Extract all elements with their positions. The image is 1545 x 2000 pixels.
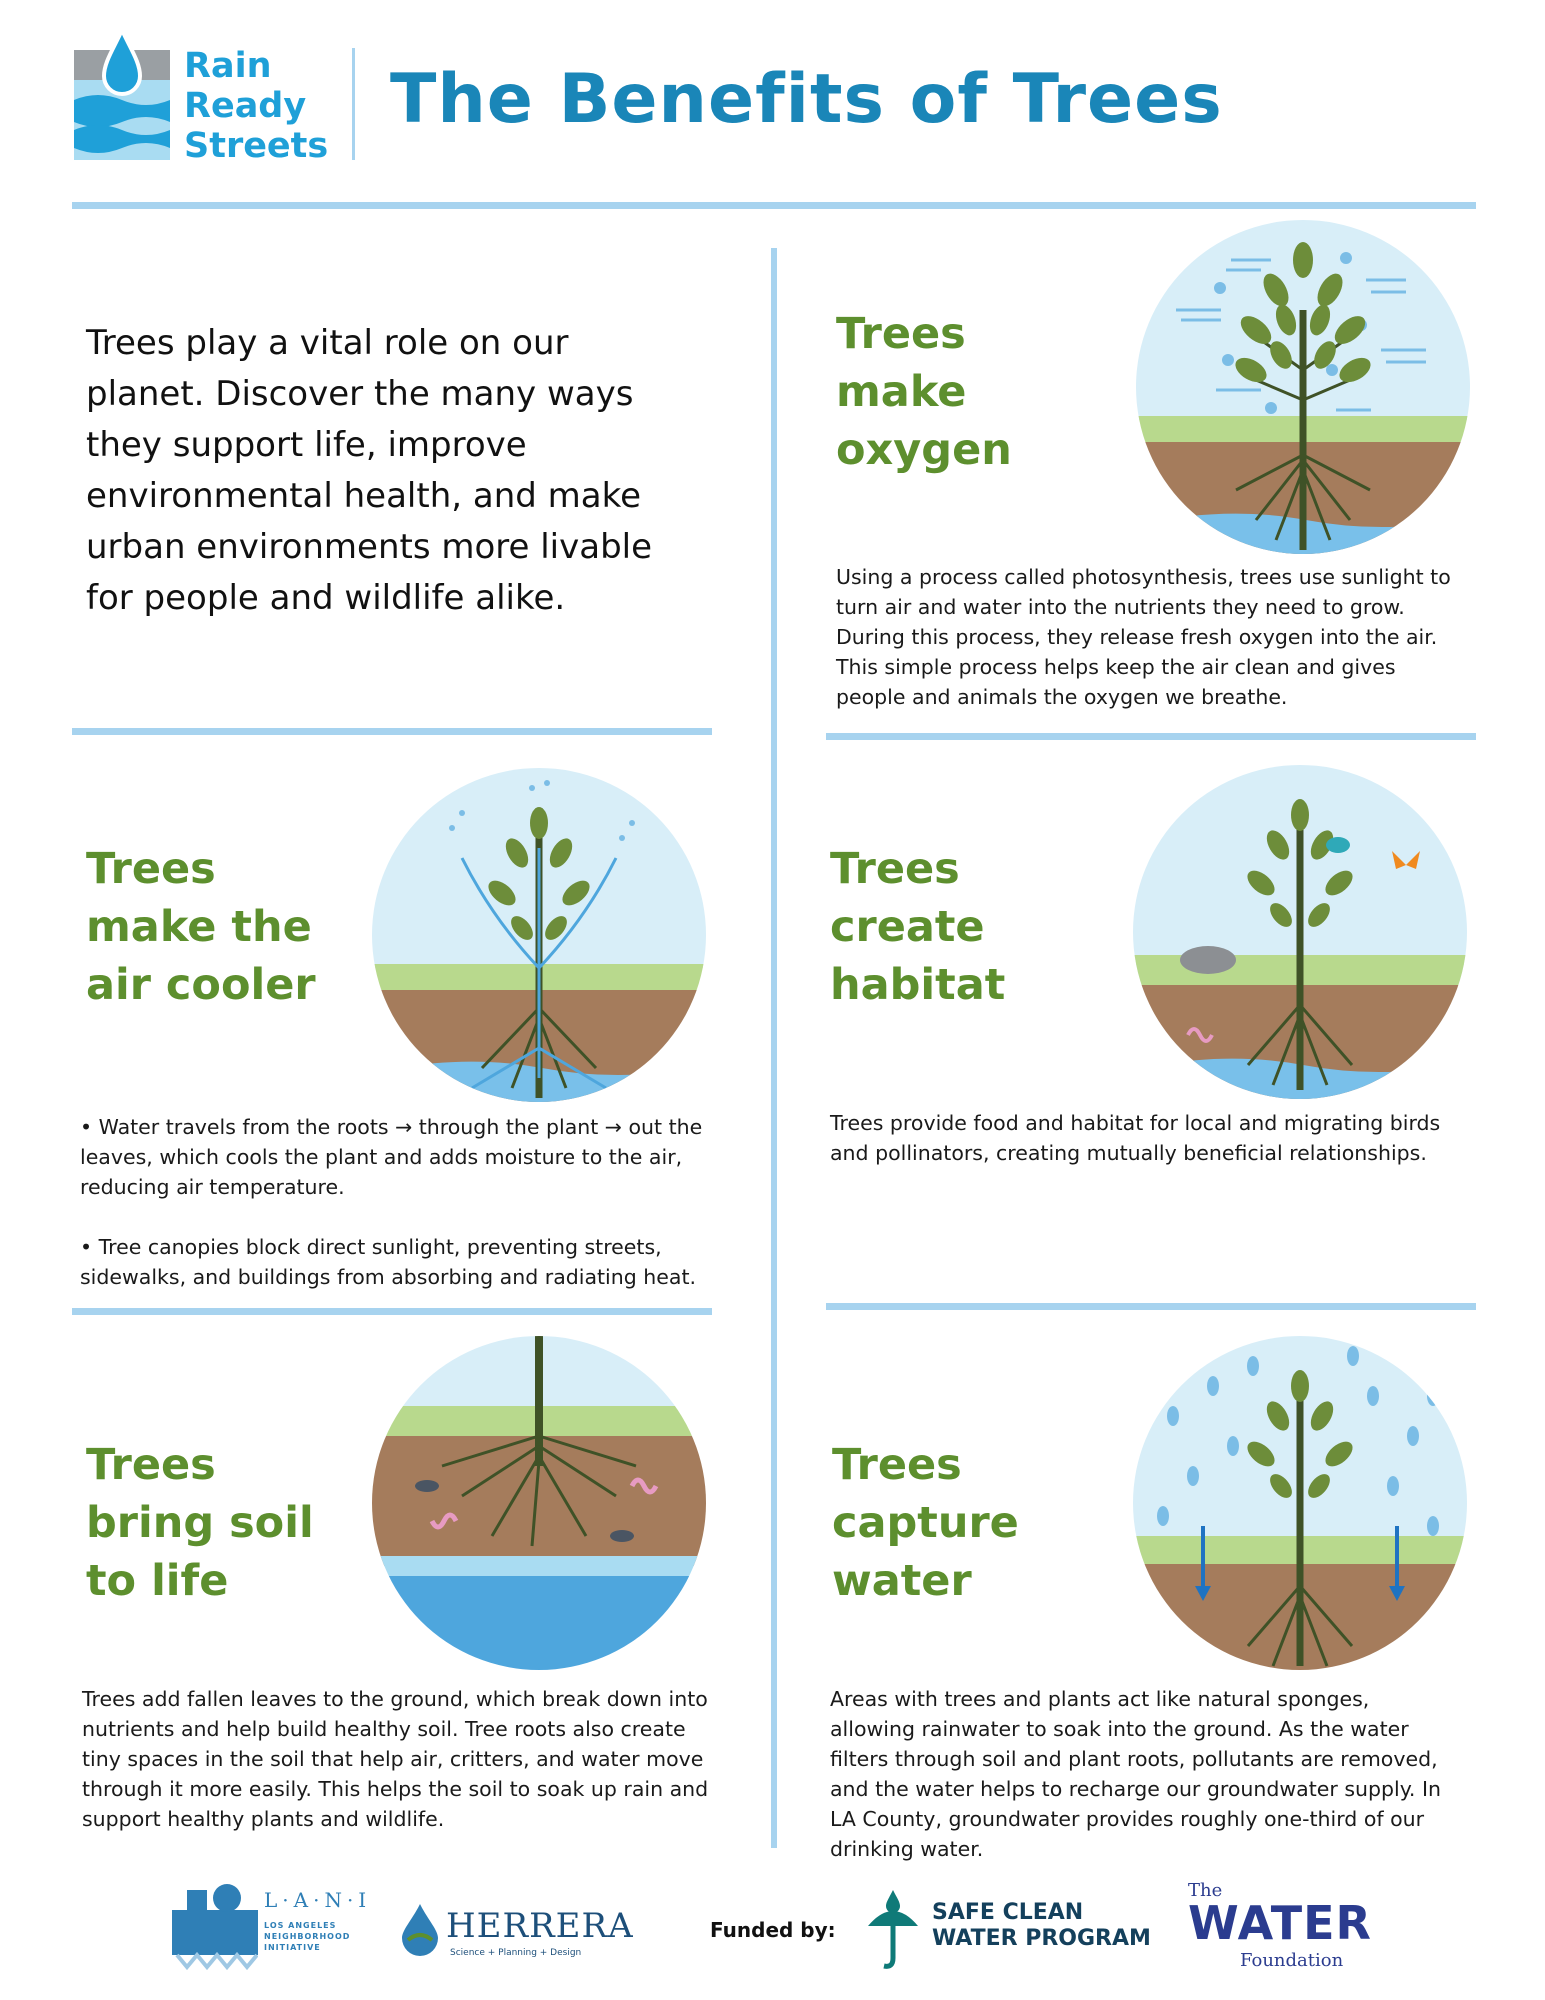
raindrop-logo-icon: [74, 30, 170, 160]
habitat-heading: [830, 840, 1005, 1014]
habitat-heading-line-2: create: [830, 902, 985, 952]
herrera-logo: [398, 1900, 634, 1970]
cooling-bullet-1: • Water travels from the roots → through the plant → out the leaves, which cools the plant and adds moisture to the air, reducing air temperature.: [80, 1115, 703, 1199]
tree-cooling-illustration: [372, 768, 706, 1102]
lani-skyline-icon: [172, 1880, 258, 1980]
section-rule-left-1: [72, 728, 712, 735]
water-foundation-word: Foundation: [1240, 1950, 1344, 1971]
scwp-name-line-2: WATER PROGRAM: [932, 1926, 1151, 1951]
scwp-logo: [860, 1886, 1150, 1976]
scwp-name: [932, 1900, 1151, 1952]
cooling-body: [80, 1112, 730, 1292]
lani-name-line-2: NEIGHBORHOOD: [264, 1932, 351, 1941]
tree-habitat-illustration: [1133, 765, 1467, 1099]
lani-letters: L·A·N·I: [264, 1888, 372, 1912]
lani-name-line-3: INITIATIVE: [264, 1943, 321, 1952]
section-rule-left-2: [72, 1308, 712, 1315]
water-heading-line-3: water: [832, 1556, 972, 1606]
water-body: Areas with trees and plants act like natural sponges, allowing rainwater to soak into the ground. As the water filters through soil and plant roots, pollutants are removed, and the water helps to recharge our groundwater supply. In LA County, groundwater provides roughly one-third of our drinking water.: [830, 1687, 1442, 1861]
cooling-heading-line-2: make the: [86, 902, 312, 952]
water-heading: [832, 1436, 1019, 1610]
soil-heading-line-2: bring soil: [86, 1498, 314, 1548]
cooling-heading-line-3: air cooler: [86, 960, 316, 1010]
logo-word-2: Ready: [184, 86, 307, 126]
intro-paragraph: Trees play a vital role on our planet. Discover the many ways they support life, improve environmental health, and make urban environments more livable for people and wildlife alike.: [86, 323, 653, 618]
scwp-name-line-1: SAFE CLEAN: [932, 1900, 1084, 1925]
section-rule-right-1: [826, 733, 1476, 740]
header-divider: [352, 48, 355, 160]
logo-word-1: Rain: [184, 46, 272, 86]
section-rule-right-2: [826, 1303, 1476, 1310]
lani-name-line-1: LOS ANGELES: [264, 1921, 337, 1930]
herrera-name: HERRERA: [446, 1906, 634, 1946]
footer: [0, 1880, 1545, 1990]
water-heading-line-1: Trees: [832, 1440, 962, 1490]
page-title: The Benefits of Trees: [390, 60, 1223, 139]
tree-oxygen-illustration: [1136, 220, 1470, 554]
water-heading-line-2: capture: [832, 1498, 1019, 1548]
oxygen-heading-line-3: oxygen: [836, 425, 1012, 475]
lani-logo: [172, 1880, 372, 1980]
soil-heading-line-1: Trees: [86, 1440, 216, 1490]
water-foundation-logo: [1180, 1880, 1380, 1980]
rain-ready-streets-logo: [74, 30, 329, 166]
center-divider: [771, 248, 777, 1848]
oxygen-heading: [836, 305, 1012, 479]
soil-heading: [86, 1436, 314, 1610]
cooling-heading-line-1: Trees: [86, 844, 216, 894]
water-foundation-the: The: [1188, 1880, 1223, 1901]
herrera-tagline: Science + Planning + Design: [450, 1948, 582, 1958]
soil-life-illustration: [372, 1336, 706, 1670]
umbrella-drop-icon: [860, 1886, 926, 1974]
soil-heading-line-3: to life: [86, 1556, 229, 1606]
header-rule: [72, 202, 1476, 209]
logo-word-3: Streets: [184, 126, 329, 166]
oxygen-body: Using a process called photosynthesis, trees use sunlight to turn air and water into the nutrients they need to grow. During this process, they release fresh oxygen into the air. This simple process helps keep the air clean and gives people and animals the oxygen we breathe.: [836, 565, 1451, 709]
habitat-heading-line-3: habitat: [830, 960, 1006, 1010]
soil-body: Trees add fallen leaves to the ground, which break down into nutrients and help build healthy soil. Tree roots also create tiny spaces in the soil that help air, critters, and water move through it more easily. This helps the soil to soak up rain and support healthy plants and wildlife.: [82, 1687, 709, 1831]
oxygen-heading-line-1: Trees: [836, 309, 966, 359]
cooling-heading: [86, 840, 316, 1014]
oxygen-heading-line-2: make: [836, 367, 967, 417]
lani-name: [264, 1920, 350, 1953]
rain-capture-illustration: [1133, 1336, 1467, 1670]
water-foundation-water: WATER: [1188, 1896, 1372, 1950]
cooling-bullet-2: • Tree canopies block direct sunlight, preventing streets, sidewalks, and buildings from absorbing and radiating heat.: [80, 1235, 697, 1289]
habitat-body: Trees provide food and habitat for local and migrating birds and pollinators, creating mutually beneficial relationships.: [830, 1111, 1441, 1165]
funded-by-label: Funded by:: [710, 1918, 836, 1942]
herrera-drop-icon: [398, 1904, 442, 1956]
habitat-heading-line-1: Trees: [830, 844, 960, 894]
